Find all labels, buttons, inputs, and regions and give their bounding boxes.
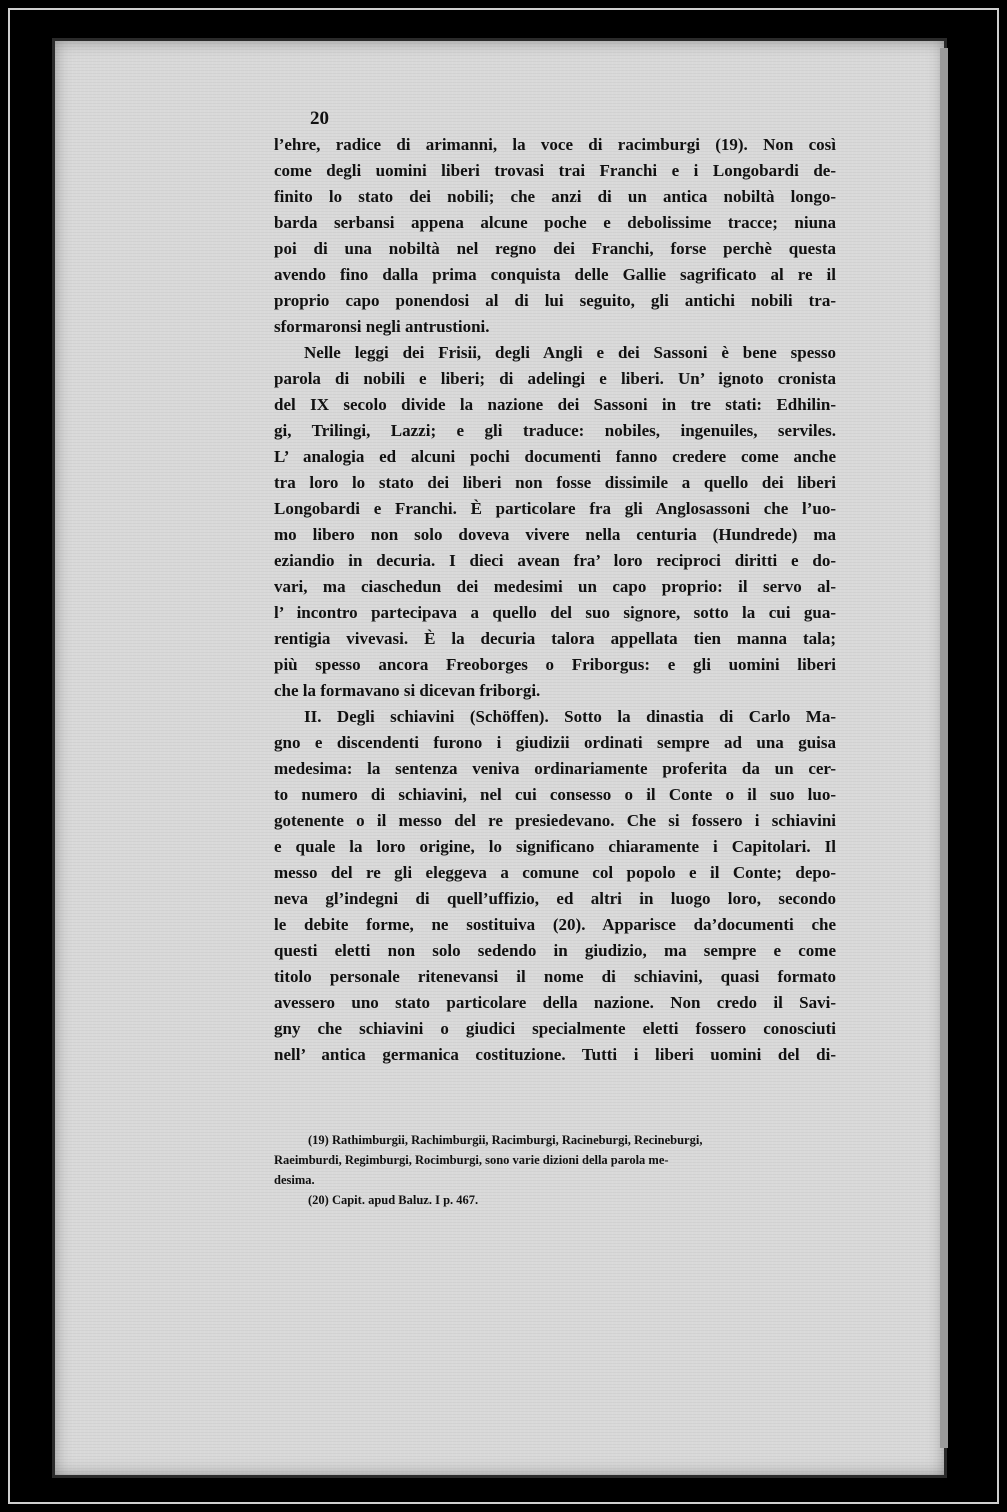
text-line: proprio capo ponendosi al di lui seguito, gli antichi nobili tra- bbox=[274, 291, 836, 310]
text-line: eziandio in decuria. I dieci avean fra’ loro reciproci diritti e do- bbox=[274, 551, 836, 570]
text-line: avessero uno stato particolare della nazione. Non credo il Savi- bbox=[274, 993, 836, 1012]
text-line: tra loro lo stato dei liberi non fosse dissimile a quello dei liberi bbox=[274, 473, 836, 492]
text-line: poi di una nobiltà nel regno dei Franchi, forse perchè questa bbox=[274, 239, 836, 258]
text-line: to numero di schiavini, nel cui consesso o il Conte o il suo luo- bbox=[274, 785, 836, 804]
footnote-line: desima. bbox=[274, 1173, 315, 1187]
text-line: questi eletti non solo sedendo in giudizio, ma sempre e come bbox=[274, 941, 836, 960]
text-line: parola di nobili e liberi; di adelingi e liberi. Un’ ignoto cronista bbox=[274, 369, 836, 388]
text-line: gny che schiavini o giudici specialmente eletti fossero conosciuti bbox=[274, 1019, 836, 1038]
text-line: del IX secolo divide la nazione dei Sassoni in tre stati: Edhilin- bbox=[274, 395, 836, 414]
text-line: e quale la loro origine, lo significano chiaramente i Capitolari. Il bbox=[274, 837, 836, 856]
page-number: 20 bbox=[310, 108, 329, 129]
text-line: medesima: la sentenza veniva ordinariamente proferita da un cer- bbox=[274, 759, 836, 778]
footnote-line: (20) Capit. apud Baluz. I p. 467. bbox=[308, 1193, 479, 1207]
text-line: avendo fino dalla prima conquista delle Gallie sagrificato al re il bbox=[274, 265, 836, 284]
text-line: l’ehre, radice di arimanni, la voce di racimburgi (19). Non così bbox=[274, 135, 836, 154]
text-line: nell’ antica germanica costituzione. Tutti i liberi uomini del di- bbox=[274, 1045, 836, 1064]
text-line: vari, ma ciaschedun dei medesimi un capo proprio: il servo al- bbox=[274, 577, 836, 596]
text-line: titolo personale ritenevansi il nome di schiavini, quasi formato bbox=[274, 967, 836, 986]
text-line: messo del re gli eleggeva a comune col popolo e il Conte; depo- bbox=[274, 863, 836, 882]
text-line: l’ incontro partecipava a quello del suo signore, sotto la cui gua- bbox=[274, 603, 836, 622]
text-line: che la formavano si dicevan friborgi. bbox=[274, 681, 541, 700]
page-edge bbox=[940, 48, 948, 1448]
footnote-line: Raeimburdi, Regimburgi, Rocimburgi, sono varie dizioni della parola me- bbox=[274, 1153, 669, 1167]
text-line: sformaronsi negli antrustioni. bbox=[274, 317, 490, 336]
text-line: mo libero non solo doveva vivere nella centuria (Hundrede) ma bbox=[274, 525, 836, 544]
text-line: come degli uomini liberi trovasi trai Franchi e i Longobardi de- bbox=[274, 161, 836, 180]
text-line: finito lo stato dei nobili; che anzi di un antica nobiltà longo- bbox=[274, 187, 836, 206]
text-line: le debite forme, ne sostituiva (20). Apparisce da’documenti che bbox=[274, 915, 836, 934]
text-line: Nelle leggi dei Frisii, degli Angli e dei Sassoni è bene spesso bbox=[304, 343, 836, 362]
text-line: Longobardi e Franchi. È particolare fra gli Anglosassoni che l’uo- bbox=[274, 499, 836, 518]
text-line: L’ analogia ed alcuni pochi documenti fanno credere come anche bbox=[274, 447, 836, 466]
text-line: gotenente o il messo del re presiedevano. Che si fossero i schiavini bbox=[274, 811, 836, 830]
footnote-line: (19) Rathimburgii, Rachimburgii, Racimburgi, Racineburgi, Recineburgi, bbox=[308, 1133, 703, 1147]
page-content bbox=[222, 108, 862, 1210]
text-line: II. Degli schiavini (Schöffen). Sotto la dinastia di Carlo Ma- bbox=[304, 707, 836, 726]
text-line: più spesso ancora Freoborges o Friborgus: e gli uomini liberi bbox=[274, 655, 836, 674]
footnotes bbox=[274, 1130, 874, 1210]
body-text bbox=[274, 132, 836, 1068]
text-line: gi, Trilingi, Lazzi; e gli traduce: nobiles, ingenuiles, serviles. bbox=[274, 421, 836, 440]
text-line: neva gl’indegni di quell’uffizio, ed altri in luogo loro, secondo bbox=[274, 889, 836, 908]
text-line: barda serbansi appena alcune poche e debolissime tracce; niuna bbox=[274, 213, 836, 232]
text-line: rentigia vivevasi. È la decuria talora appellata tien manna tala; bbox=[274, 629, 836, 648]
text-line: gno e discendenti furono i giudizii ordinati sempre ad una guisa bbox=[274, 733, 836, 752]
